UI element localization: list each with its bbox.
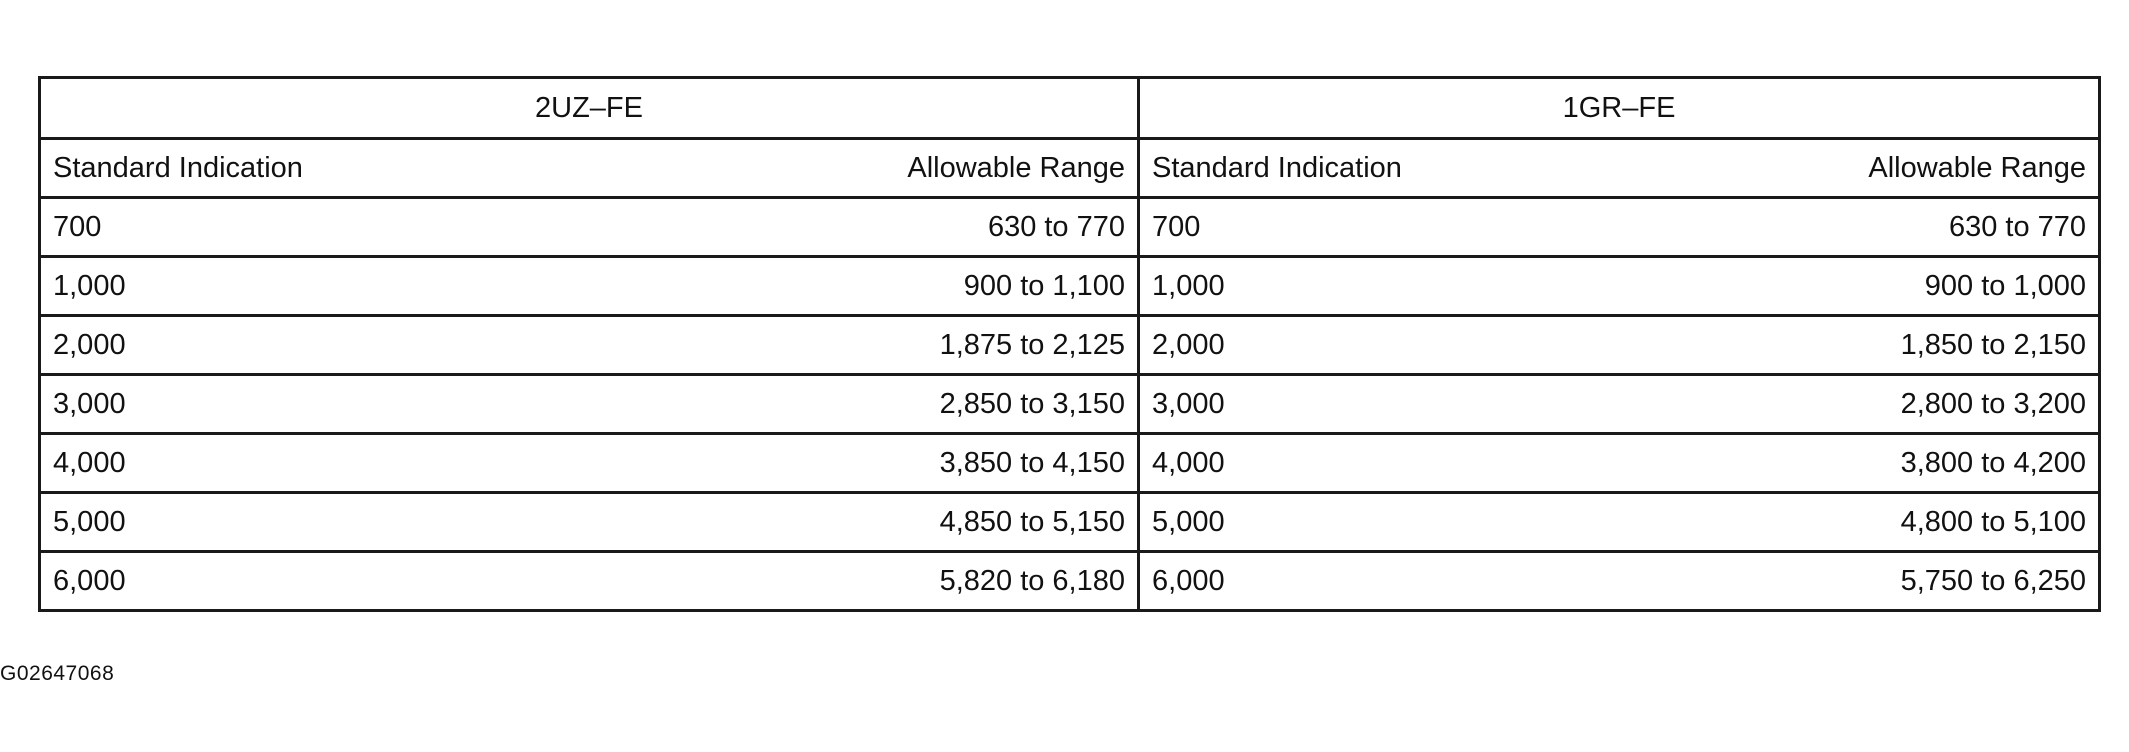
- gr-standard-cell: 4,000: [1139, 434, 1659, 493]
- table-row: [40, 198, 2100, 257]
- engine-1gr-fe-header: 1GR–FE: [1139, 78, 2100, 139]
- gr-standard-cell: 3,000: [1139, 375, 1659, 434]
- uz-range-cell: 5,820 to 6,180: [560, 552, 1139, 611]
- gr-standard-cell: 2,000: [1139, 316, 1659, 375]
- uz-range-header: Allowable Range: [560, 139, 1139, 198]
- gr-standard-cell: 5,000: [1139, 493, 1659, 552]
- uz-range-cell: 2,850 to 3,150: [560, 375, 1139, 434]
- uz-standard-cell: 6,000: [40, 552, 560, 611]
- uz-range-cell: 4,850 to 5,150: [560, 493, 1139, 552]
- gr-standard-cell: 6,000: [1139, 552, 1659, 611]
- gr-range-cell: 4,800 to 5,100: [1659, 493, 2100, 552]
- gr-range-cell: 3,800 to 4,200: [1659, 434, 2100, 493]
- gr-range-cell: 900 to 1,000: [1659, 257, 2100, 316]
- gr-range-cell: 630 to 770: [1659, 198, 2100, 257]
- uz-standard-cell: 4,000: [40, 434, 560, 493]
- table-row: [40, 552, 2100, 611]
- engine-2uz-fe-header: 2UZ–FE: [40, 78, 1139, 139]
- gr-range-cell: 1,850 to 2,150: [1659, 316, 2100, 375]
- gr-standard-header: Standard Indication: [1139, 139, 1659, 198]
- engine-header-row: [40, 78, 2100, 139]
- gr-standard-cell: 700: [1139, 198, 1659, 257]
- uz-standard-cell: 700: [40, 198, 560, 257]
- gr-standard-cell: 1,000: [1139, 257, 1659, 316]
- uz-standard-header: Standard Indication: [40, 139, 560, 198]
- uz-standard-cell: 3,000: [40, 375, 560, 434]
- tachometer-spec-table: [38, 76, 2101, 612]
- gr-range-header: Allowable Range: [1659, 139, 2100, 198]
- uz-range-cell: 3,850 to 4,150: [560, 434, 1139, 493]
- uz-range-cell: 630 to 770: [560, 198, 1139, 257]
- uz-standard-cell: 5,000: [40, 493, 560, 552]
- gr-range-cell: 2,800 to 3,200: [1659, 375, 2100, 434]
- uz-range-cell: 900 to 1,100: [560, 257, 1139, 316]
- table-row: [40, 316, 2100, 375]
- column-header-row: [40, 139, 2100, 198]
- gr-range-cell: 5,750 to 6,250: [1659, 552, 2100, 611]
- table-row: [40, 375, 2100, 434]
- table-row: [40, 493, 2100, 552]
- uz-standard-cell: 2,000: [40, 316, 560, 375]
- table-row: [40, 257, 2100, 316]
- figure-id-label: G02647068: [0, 662, 115, 685]
- uz-range-cell: 1,875 to 2,125: [560, 316, 1139, 375]
- uz-standard-cell: 1,000: [40, 257, 560, 316]
- table-row: [40, 434, 2100, 493]
